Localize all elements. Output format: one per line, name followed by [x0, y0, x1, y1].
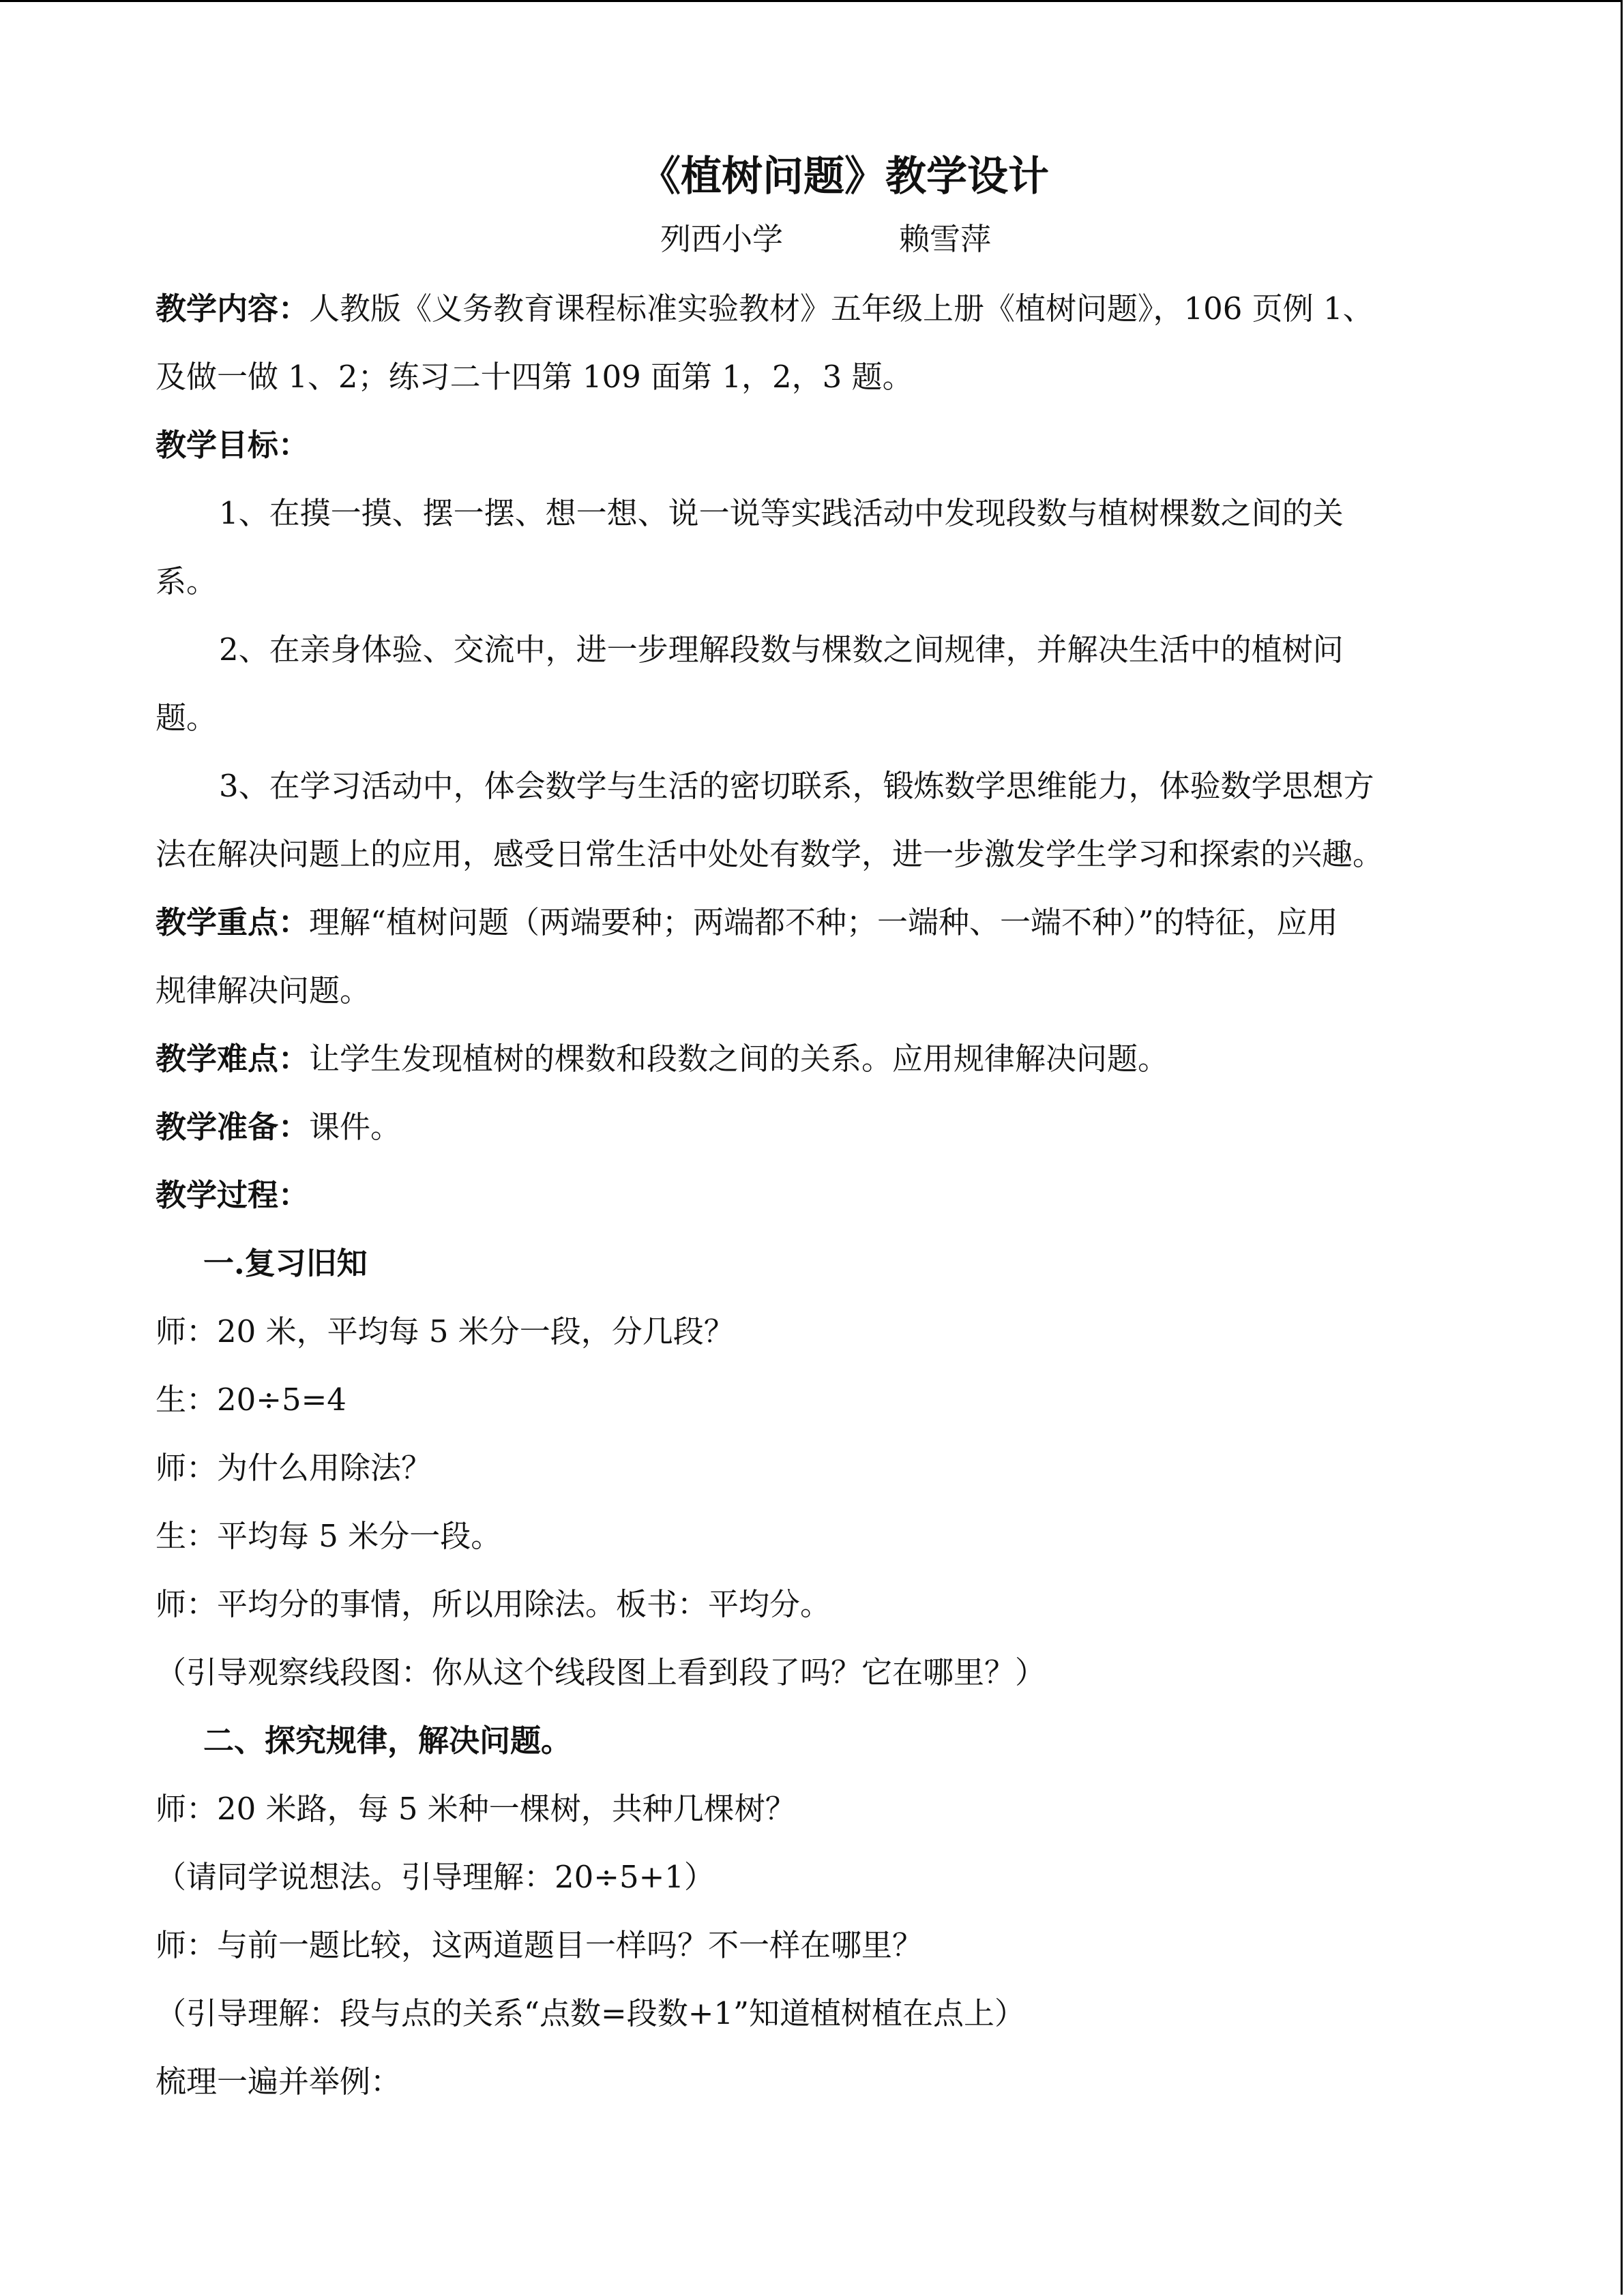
dialogue-line: 师：为什么用除法？ — [156, 1450, 432, 1486]
page-title: 《植树问题》教学设计 — [640, 153, 1049, 200]
dialogue-line: 师：与前一题比较，这两道题目一样吗？不一样在哪里？ — [156, 1927, 924, 1963]
difficulty-line — [156, 1039, 1168, 1079]
section-1-heading — [203, 1243, 368, 1284]
dialogue-line: 生：20÷5=4 — [156, 1382, 346, 1418]
prep-line — [156, 1107, 401, 1148]
keypoint-line-2: 规律解决问题。 — [156, 972, 371, 1009]
dialogue-line: 师：20 米路，每 5 米种一棵树，共种几棵树？ — [156, 1791, 796, 1827]
content-line-2: 及做一做 1、2；练习二十四第 109 面第 1，2，3 题。 — [156, 359, 913, 395]
goal-2-line-1: 2、在亲身体验、交流中，进一步理解段数与棵数之间规律，并解决生活中的植树问 — [219, 631, 1344, 668]
section-2-heading — [203, 1720, 572, 1761]
school-name: 列西小学 — [660, 221, 784, 257]
dialogue-line: 师：平均分的事情，所以用除法。板书：平均分。 — [156, 1586, 831, 1622]
dialogue-line: 师：20 米，平均每 5 米分一段，分几段？ — [156, 1313, 735, 1350]
goals-heading — [156, 425, 309, 466]
goal-3-line-2: 法在解决问题上的应用，感受日常生活中处处有数学，进一步激发学生学习和探索的兴趣。 — [156, 836, 1384, 872]
process-label: 教学过程： — [156, 1177, 310, 1213]
dialogue-line: （引导理解：段与点的关系“点数=段数+1”知道植树植在点上） — [156, 1995, 1026, 2031]
prep-label: 教学准备： — [156, 1109, 310, 1145]
content-line-1 — [156, 288, 1374, 329]
content-text-1: 人教版《义务教育课程标准实验教材》五年级上册《植树问题》，106 页例 1、 — [309, 290, 1374, 327]
author-name: 赖雪萍 — [899, 221, 992, 257]
keypoint-line-1 — [156, 902, 1338, 943]
section-1-title: 一.复习旧知 — [203, 1245, 368, 1281]
dialogue-line: （引导观察线段图：你从这个线段图上看到段了吗？它在哪里？） — [156, 1654, 1046, 1690]
content-label: 教学内容： — [156, 290, 310, 327]
dialogue-line: 生：平均每 5 米分一段。 — [156, 1518, 502, 1554]
difficulty-label: 教学难点： — [156, 1041, 310, 1077]
goal-1-line-2: 系。 — [156, 563, 218, 599]
dialogue-line: （请同学说想法。引导理解：20÷5+1） — [156, 1859, 715, 1895]
prep-text: 课件。 — [309, 1109, 402, 1145]
keypoint-text-1: 理解“植树问题（两端要种；两端都不种；一端种、一端不种）”的特征，应用 — [309, 904, 1338, 940]
goals-label: 教学目标： — [156, 427, 310, 463]
goal-2-line-2: 题。 — [156, 700, 218, 736]
goal-3-line-1: 3、在学习活动中，体会数学与生活的密切联系，锻炼数学思维能力，体验数学思想方 — [219, 768, 1374, 804]
dialogue-line: 梳理一遍并举例： — [156, 2063, 402, 2100]
goal-1-line-1: 1、在摸一摸、摆一摆、想一想、说一说等实践活动中发现段数与植树棵数之间的关 — [219, 495, 1344, 531]
keypoint-label: 教学重点： — [156, 904, 310, 940]
difficulty-text: 让学生发现植树的棵数和段数之间的关系。应用规律解决问题。 — [309, 1041, 1169, 1077]
byline — [660, 219, 991, 260]
section-2-title: 二、探究规律，解决问题。 — [203, 1723, 572, 1759]
process-heading — [156, 1175, 309, 1216]
